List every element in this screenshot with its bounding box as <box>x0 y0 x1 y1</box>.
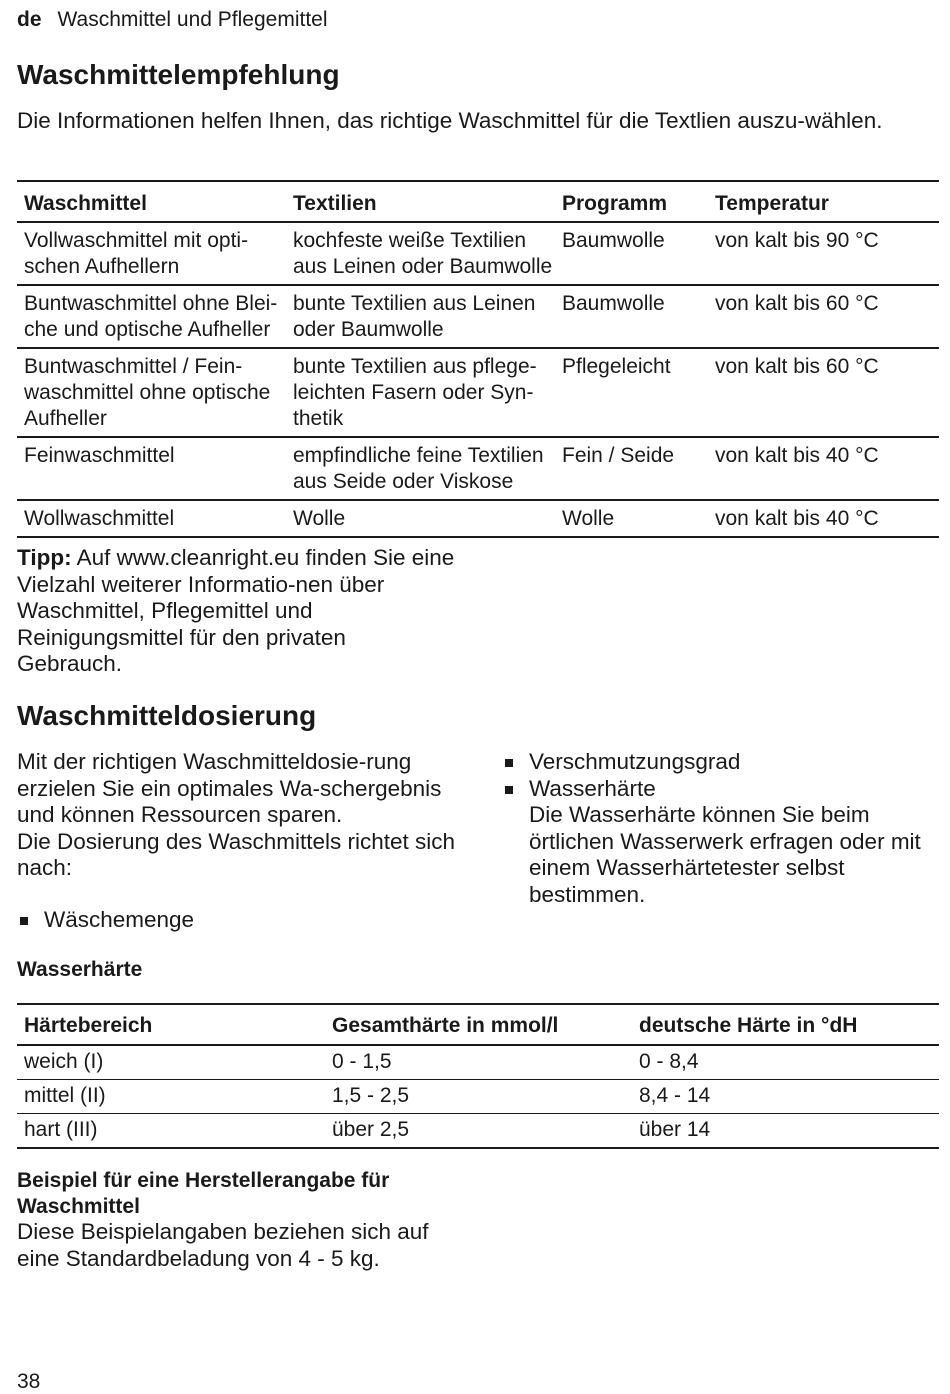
cell-textiles: kochfeste weiße Textilien aus Leinen oder Baumwolle <box>293 229 553 278</box>
water-hardness-table <box>17 1003 939 1149</box>
cell-mmol: 0 - 1,5 <box>332 1050 392 1073</box>
cell-detergent: Buntwaschmittel ohne Blei-che und optische Aufheller <box>24 292 278 341</box>
cell-dh: über 14 <box>639 1118 711 1141</box>
recommendation-intro: Die Informationen helfen Ihnen, das richtige Waschmittel für die Textlien auszu-wählen. <box>17 108 883 133</box>
cell-detergent: Feinwaschmittel <box>24 444 175 467</box>
water-hardness-title: Wasserhärte <box>17 958 143 981</box>
cell-textiles: empfindliche feine Textilien aus Seide oder Viskose <box>293 444 544 493</box>
cell-range: weich (I) <box>24 1050 104 1073</box>
cell-temperature: von kalt bis 60 °C <box>715 292 879 315</box>
table-row <box>17 437 939 500</box>
table-row <box>17 1114 939 1149</box>
cell-program: Baumwolle <box>562 229 665 252</box>
cell-program: Baumwolle <box>562 292 665 315</box>
table-row <box>17 1045 939 1080</box>
cell-textiles: Wolle <box>293 507 346 530</box>
dosage-title: Waschmitteldosierung <box>17 700 317 731</box>
cell-program: Wolle <box>562 507 615 530</box>
list-item <box>502 776 932 909</box>
col-german-hardness: deutsche Härte in °dH <box>639 1014 858 1037</box>
dosage-intro <box>17 749 459 882</box>
cell-dh: 8,4 - 14 <box>639 1084 711 1107</box>
detergent-table <box>17 180 939 538</box>
cell-mmol: über 2,5 <box>332 1118 410 1141</box>
table-row <box>17 285 939 348</box>
list-item: Verschmutzungsgrad <box>502 749 932 776</box>
language-code: de <box>17 8 42 31</box>
dosage-intro-text: Mit der richtigen Waschmitteldosie-rung erzielen Sie ein optimales Wa-schergebnis und können Ressourcen sparen. <box>17 749 442 827</box>
cell-temperature: von kalt bis 40 °C <box>715 444 879 467</box>
list-item: Wäschemenge <box>17 907 457 934</box>
cell-textiles: bunte Textilien aus pflege-leichten Fasern oder Syn-thetik <box>293 355 537 430</box>
tip-label: Tipp: <box>17 545 72 570</box>
detergent-table-header <box>17 181 939 222</box>
dosage-depends-text: Die Dosierung des Waschmittels richtet sich nach: <box>17 828 456 880</box>
cell-dh: 0 - 8,4 <box>639 1050 699 1073</box>
section-title: Waschmittel und Pflegemittel <box>57 8 328 31</box>
cell-mmol: 1,5 - 2,5 <box>332 1084 410 1107</box>
cell-detergent: Buntwaschmittel / Fein-waschmittel ohne optische Aufheller <box>24 355 271 430</box>
cell-detergent: Vollwaschmittel mit opti-schen Aufhellern <box>24 229 249 278</box>
hardness-note: Die Wasserhärte können Sie beim örtlichen Wasserwerk erfragen oder mit einem Wasserhärtetester selbst bestimmen. <box>529 802 921 907</box>
hardness-table-header <box>17 1004 939 1045</box>
col-program: Programm <box>562 192 668 215</box>
cell-program: Fein / Seide <box>562 444 675 467</box>
cell-temperature: von kalt bis 90 °C <box>715 229 879 252</box>
cell-temperature: von kalt bis 40 °C <box>715 507 879 530</box>
example-text: Diese Beispielangaben beziehen sich auf eine Standardbeladung von 4 - 5 kg. <box>17 1219 429 1271</box>
cell-range: hart (III) <box>24 1118 98 1141</box>
cell-program: Pflegeleicht <box>562 355 671 378</box>
tip-paragraph <box>17 545 457 678</box>
page-header <box>17 8 328 32</box>
cell-range: mittel (II) <box>24 1084 106 1107</box>
table-row <box>17 1080 939 1114</box>
col-textiles: Textilien <box>293 192 377 215</box>
col-temperature: Temperatur <box>715 192 829 215</box>
dosage-bullets-left <box>17 907 457 934</box>
cell-temperature: von kalt bis 60 °C <box>715 355 879 378</box>
col-detergent: Waschmittel <box>24 192 147 215</box>
col-hardness-range: Härtebereich <box>24 1014 153 1037</box>
col-total-hardness: Gesamthärte in mmol/l <box>332 1014 559 1037</box>
table-row <box>17 222 939 285</box>
list-item-label: Wasserhärte <box>529 775 656 801</box>
table-row <box>17 500 939 537</box>
example-title: Beispiel für eine Herstellerangabe für Waschmittel <box>17 1169 390 1218</box>
recommendation-title: Waschmittelempfehlung <box>17 59 340 90</box>
table-row <box>17 348 939 437</box>
tip-text: Auf www.cleanright.eu finden Sie eine Vielzahl weiterer Informatio-nen über Waschmittel, Pflegemittel und Reinigungsmittel für den privaten Gebrauch. <box>17 545 455 676</box>
cell-detergent: Wollwaschmittel <box>24 507 175 530</box>
cell-textiles: bunte Textilien aus Leinen oder Baumwolle <box>293 292 536 341</box>
dosage-bullets-right <box>502 749 932 908</box>
page-number: 38 <box>17 1370 41 1393</box>
